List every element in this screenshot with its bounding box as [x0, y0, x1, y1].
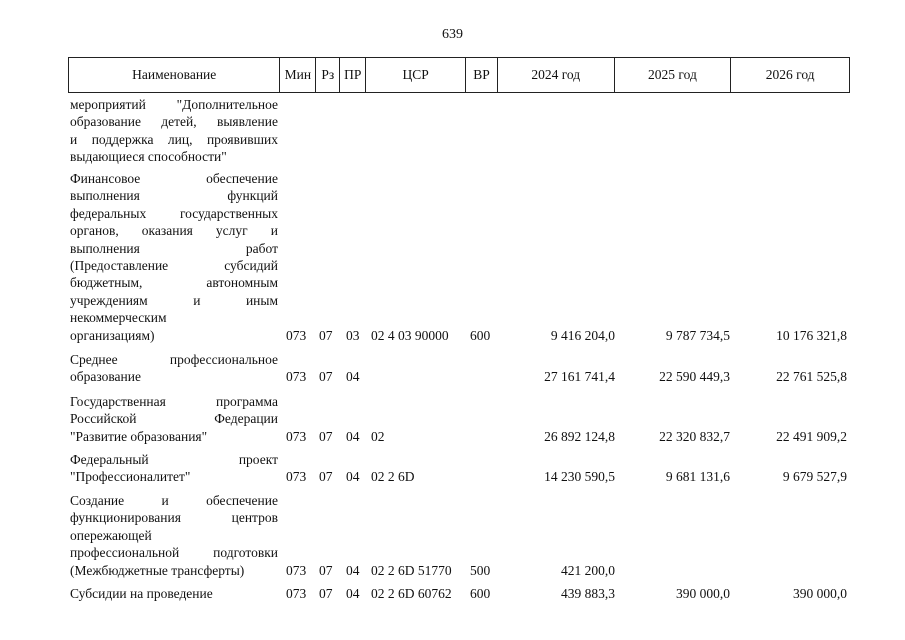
name-line: опережающей — [70, 527, 152, 543]
name-line: образование — [70, 369, 141, 385]
name-word: и — [70, 131, 78, 147]
row-name — [70, 351, 278, 386]
header-csr: ЦСР — [366, 58, 466, 92]
cell-vr: 500 — [470, 562, 491, 578]
name-word: Федерации — [214, 411, 278, 427]
name-word: Создание — [70, 493, 125, 508]
name-word: проявивших — [206, 131, 278, 147]
cell-2025: 9 787 734,5 — [665, 327, 730, 343]
cell-rz: 07 — [319, 428, 333, 444]
name-word: государственных — [179, 205, 278, 221]
cell-min: 073 — [286, 369, 307, 385]
page-number: 639 — [442, 27, 463, 42]
name-line — [70, 113, 278, 130]
name-word: профессиональное — [169, 352, 278, 367]
name-word: выполнения — [70, 240, 140, 256]
row-name — [70, 451, 278, 486]
name-line — [70, 257, 278, 274]
header-pr: ПР — [340, 58, 366, 92]
name-word: услуг — [215, 223, 248, 239]
name-word: детей, — [161, 114, 197, 130]
cell-2024: 26 892 124,8 — [544, 428, 615, 444]
header-vr: ВР — [466, 58, 498, 92]
cell-csr: 02 2 6D — [371, 469, 415, 485]
row-name — [70, 492, 278, 579]
name-word: субсидий — [224, 258, 278, 274]
name-word: учреждениям — [70, 292, 148, 308]
cell-2024: 439 883,3 — [561, 586, 615, 601]
name-word: и — [193, 292, 201, 308]
name-word: обеспечение — [206, 493, 278, 508]
cell-pr: 04 — [346, 562, 360, 578]
cell-rz: 07 — [319, 562, 333, 578]
name-word: проект — [238, 452, 278, 467]
name-line — [70, 410, 278, 427]
name-word: мероприятий — [70, 97, 146, 112]
cell-vr: 600 — [470, 327, 491, 343]
name-line: (Межбюджетные трансферты) — [70, 562, 245, 578]
name-word: Финансовое — [70, 171, 141, 186]
name-word: и — [270, 223, 278, 239]
cell-pr: 04 — [346, 586, 360, 601]
name-word: органов, — [70, 223, 119, 239]
cell-2024: 27 161 741,4 — [544, 369, 615, 385]
name-line — [70, 351, 278, 368]
cell-2026: 22 491 909,2 — [776, 428, 847, 444]
name-line — [70, 451, 278, 468]
name-line — [70, 170, 278, 187]
name-line: выдающиеся способности" — [70, 149, 227, 165]
name-word: работ — [245, 240, 278, 256]
name-word: и — [161, 493, 169, 508]
header-min: Мин — [280, 58, 316, 92]
name-word: (Предоставление — [70, 258, 169, 274]
name-word: Среднее — [70, 352, 118, 367]
name-line — [70, 509, 278, 526]
cell-rz: 07 — [319, 586, 333, 601]
name-word: Государственная — [70, 394, 166, 409]
name-word: выявление — [216, 114, 278, 130]
name-line — [70, 492, 278, 509]
cell-min: 073 — [286, 428, 307, 444]
name-word: функций — [227, 188, 278, 204]
cell-pr: 04 — [346, 428, 360, 444]
name-word: функционирования — [70, 510, 181, 526]
name-word: иным — [245, 292, 278, 308]
name-word: Российской — [70, 411, 137, 427]
name-word: лиц, — [167, 131, 193, 147]
cell-2024: 9 416 204,0 — [550, 327, 615, 343]
cell-pr: 03 — [346, 327, 360, 343]
name-word: бюджетным, — [70, 275, 143, 291]
name-line: "Профессионалитет" — [70, 469, 191, 485]
name-line — [70, 96, 278, 113]
row-name — [70, 393, 278, 445]
name-word: программа — [216, 394, 278, 409]
name-line: Субсидии на проведение — [70, 586, 213, 601]
name-word: профессиональной — [70, 545, 180, 561]
cell-2025: 22 590 449,3 — [659, 369, 730, 385]
name-line — [70, 240, 278, 257]
cell-pr: 04 — [346, 469, 360, 485]
name-word: выполнения — [70, 188, 140, 204]
cell-min: 073 — [286, 586, 307, 601]
name-line — [70, 274, 278, 291]
name-word: подготовки — [213, 545, 278, 561]
header-rz: Рз — [316, 58, 340, 92]
name-word: оказания — [141, 223, 193, 239]
cell-min: 073 — [286, 469, 307, 485]
cell-2026: 9 679 527,9 — [782, 469, 847, 485]
cell-2025: 22 320 832,7 — [659, 428, 730, 444]
name-line — [70, 187, 278, 204]
name-line — [70, 205, 278, 222]
header-name: Наименование — [69, 58, 280, 92]
name-word: автономным — [206, 275, 278, 291]
row-name — [70, 96, 278, 166]
name-line — [70, 393, 278, 410]
cell-vr: 600 — [470, 586, 491, 601]
row-name — [70, 585, 278, 602]
name-word: поддержка — [91, 131, 154, 147]
table-header — [68, 57, 850, 93]
cell-2026: 22 761 525,8 — [776, 369, 847, 385]
cell-csr: 02 2 6D 51770 — [371, 562, 452, 578]
cell-csr: 02 — [371, 428, 385, 444]
name-line: организациям) — [70, 327, 155, 343]
cell-pr: 04 — [346, 369, 360, 385]
name-line — [70, 544, 278, 561]
header-2024: 2024 год — [498, 58, 615, 92]
cell-rz: 07 — [319, 327, 333, 343]
cell-csr: 02 2 6D 60762 — [371, 586, 452, 601]
name-line: некоммерческим — [70, 310, 167, 326]
cell-2026: 390 000,0 — [793, 586, 847, 601]
name-word: "Дополнительное — [176, 97, 278, 112]
name-line — [70, 222, 278, 239]
name-word: образование — [70, 114, 141, 130]
header-2026: 2026 год — [765, 67, 815, 82]
name-word: федеральных — [70, 205, 147, 221]
cell-2025: 390 000,0 — [676, 586, 730, 601]
name-line — [70, 292, 278, 309]
cell-min: 073 — [286, 562, 307, 578]
name-line — [70, 131, 278, 148]
cell-rz: 07 — [319, 369, 333, 385]
cell-2024: 14 230 590,5 — [544, 469, 615, 485]
cell-2025: 9 681 131,6 — [665, 469, 730, 485]
header-2025: 2025 год — [615, 58, 732, 92]
name-word: Федеральный — [70, 452, 149, 467]
cell-rz: 07 — [319, 469, 333, 485]
cell-min: 073 — [286, 327, 307, 343]
cell-2026: 10 176 321,8 — [776, 327, 847, 343]
name-word: обеспечение — [206, 171, 278, 186]
name-line: "Развитие образования" — [70, 428, 208, 444]
name-word: центров — [231, 510, 278, 526]
row-name — [70, 170, 278, 344]
cell-2024: 421 200,0 — [561, 562, 615, 578]
cell-csr: 02 4 03 90000 — [371, 327, 449, 343]
